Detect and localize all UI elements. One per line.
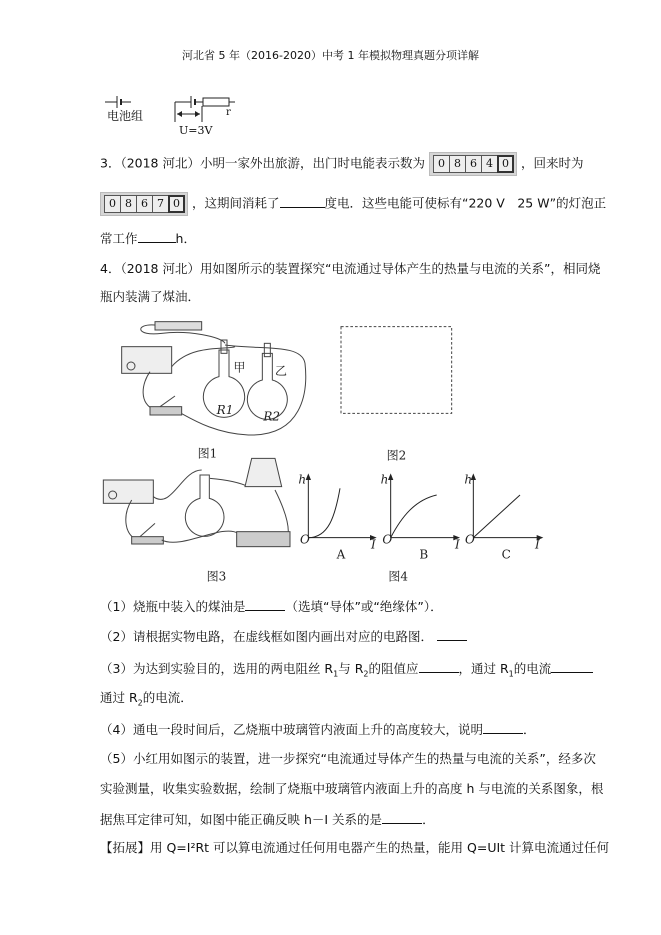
axis-h-label: h [380,472,389,487]
resistor-box [155,322,202,330]
q4-line1: 4．（2018 河北）用如图所示的装置探究“电流通过导体产生的热量与电流的关系”，相同烧 [100,261,601,276]
origin-label: O [382,532,393,547]
ammeter [245,458,282,486]
q4-sub3-cont: 通过 $R_2$的电流． [100,690,193,708]
answer-blank[interactable] [245,598,285,611]
meter-end: 0 8 6 7 0 [100,192,188,216]
answer-blank[interactable] [437,628,467,641]
graph-a-label: A [336,547,346,562]
answer-blank[interactable] [280,195,325,208]
axis-i-label: I [455,537,460,552]
q4-line2: 瓶内装满了煤油． [100,289,201,304]
q4-sub5-line2: 实验测量，收集实验数据，绘制了烧瓶中玻璃管内液面上升的高度 h 与电流的关系图象，根 [100,781,604,796]
graph-b [391,477,457,538]
graph-c [473,477,540,538]
q3-line3: 常工作 h． [100,231,196,246]
fig2-caption: 图2 [386,448,407,463]
fig3-caption: 图3 [206,569,227,584]
q4-sub5-line3: 据焦耳定律可知，如图中能正确反映 h－I 关系的是 ． [100,812,435,827]
answer-blank[interactable] [419,660,459,673]
q3-line2: 0 8 6 7 0 ，这期间消耗了 度电．这些电能可使标有“220 V 25 W”的灯泡正 [100,192,606,216]
switch [150,407,182,415]
graph-b-label: B [419,547,429,562]
r1-label: R1 [216,403,234,417]
dashed-box [341,327,452,414]
q4-sub3: （3）为达到实验目的，选用的两电阻丝 $R_1$与 $R_2$的阻值应 ，通过 $R_1$的电流 [100,660,593,683]
flask-1-label: 甲 [233,360,246,375]
experiment-figures [95,310,555,590]
voltage-label: U=3V [179,124,213,137]
origin-label: O [300,532,310,547]
answer-blank[interactable] [483,721,523,734]
battery-label: 电池组 [107,109,144,123]
origin-label: O [465,532,475,547]
fig4-caption: 图4 [388,569,408,584]
answer-blank[interactable] [382,811,422,824]
graph-a [308,477,373,538]
resistor-label: r [226,107,231,118]
axis-i-label: I [371,537,376,552]
q4-sub1: （1）烧瓶中装入的煤油是 （选填“导体”或“绝缘体”）． [100,599,443,614]
q4-sub5-line1: （5）小红用如图示的装置，进一步探究“电流通过导体产生的热量与电流的关系”，经多次 [100,751,596,766]
fig1-caption: 图1 [197,446,218,461]
axis-i-label: I [535,537,540,552]
q4-sub4: （4）通电一段时间后，乙烧瓶中玻璃管内液面上升的高度较大，说明 ． [100,722,536,737]
q4-sub2: （2）请根据实物电路，在虚线框如图内画出对应的电路图． [100,628,467,645]
graph-c-label: C [501,547,511,562]
page-header: 河北省 5 年（2016-2020）中考 1 年模拟物理真题分项详解 [182,49,479,62]
axis-h-label: h [464,472,473,487]
extension-text: 【拓展】用 Q=I²Rt 可以算电流通过任何用电器产生的热量，能用 Q=UIt 计算电流通过任何 [100,840,610,855]
answer-blank[interactable] [551,660,593,673]
meter-start: 0 8 6 4 0 [429,152,517,176]
axis-h-label: h [298,472,307,487]
r2-label: R2 [263,409,281,424]
q3-line1: 3．（2018 河北）小明一家外出旅游，出门时电能表示数为 0 8 6 4 0 ，回来时为 [100,152,583,176]
answer-blank[interactable] [138,230,176,243]
rheostat [237,532,290,547]
flask-2-label: 乙 [275,364,288,378]
